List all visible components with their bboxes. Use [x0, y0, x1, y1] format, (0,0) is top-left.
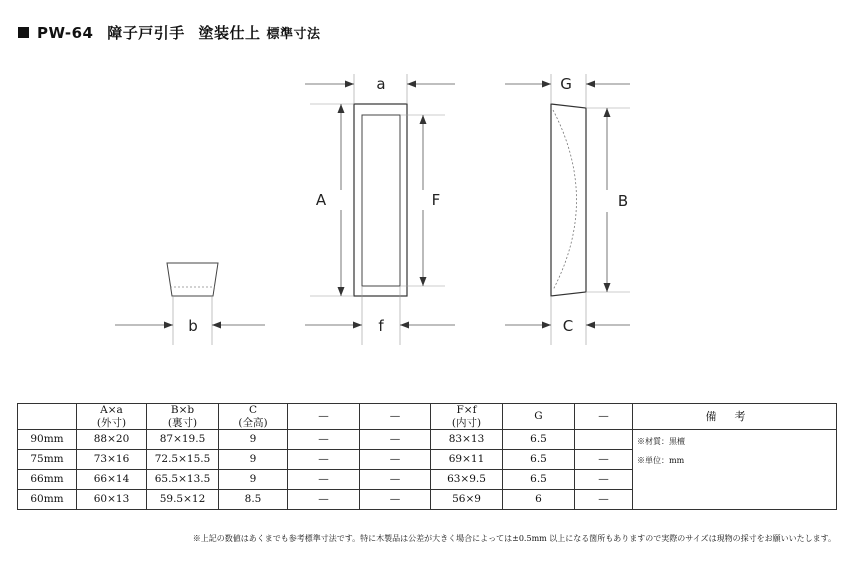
table-cell: 6.5 — [503, 430, 575, 450]
label-G: G — [560, 75, 572, 93]
title-subtitle: 標準寸法 — [266, 27, 321, 42]
label-a: a — [376, 75, 386, 93]
header-cell: A×a (外寸) — [77, 404, 147, 430]
table-cell: — — [288, 470, 360, 490]
table-cell: — — [575, 470, 633, 490]
table-cell: 56×9 — [431, 490, 503, 510]
size-cell: 75mm — [18, 450, 77, 470]
table-cell: 60×13 — [77, 490, 147, 510]
table-cell: — — [360, 450, 431, 470]
table-cell: 6 — [503, 490, 575, 510]
remarks-cell — [633, 430, 837, 510]
header-cell: F×f (内寸) — [431, 404, 503, 430]
header-cell: C (全高) — [219, 404, 288, 430]
table-cell: — — [288, 490, 360, 510]
table-cell: 88×20 — [77, 430, 147, 450]
table-cell: 87×19.5 — [147, 430, 219, 450]
dimension-table — [17, 403, 837, 510]
table-cell: — — [360, 490, 431, 510]
label-C: C — [562, 317, 574, 335]
table-cell: 66×14 — [77, 470, 147, 490]
header-cell — [18, 404, 77, 430]
header-cell: G — [503, 404, 575, 430]
label-A: A — [315, 191, 327, 209]
table-cell: — — [575, 490, 633, 510]
header-cell-remarks: 備考 — [633, 404, 837, 430]
header-cell: — — [575, 404, 633, 430]
product-name: 障子戸引手 — [107, 24, 185, 42]
label-f: f — [378, 317, 384, 335]
table-cell: 83×13 — [431, 430, 503, 450]
product-code: PW-64 — [37, 24, 94, 42]
header-cell: — — [360, 404, 431, 430]
table-cell: 6.5 — [503, 450, 575, 470]
table-cell: — — [288, 450, 360, 470]
header-cell: B×b (裏寸) — [147, 404, 219, 430]
table-cell: — — [575, 450, 633, 470]
label-B: B — [617, 192, 629, 210]
label-b: b — [188, 317, 198, 335]
header-cell: — — [288, 404, 360, 430]
table-cell: 8.5 — [219, 490, 288, 510]
remark-unit: ※単位：mm — [637, 455, 685, 465]
table-cell: 65.5×13.5 — [147, 470, 219, 490]
table-cell: 9 — [219, 450, 288, 470]
table-cell: 9 — [219, 470, 288, 490]
table-cell: — — [360, 430, 431, 450]
table-cell: 69×11 — [431, 450, 503, 470]
remark-material: ※材質：黒檀 — [637, 437, 685, 447]
table-row — [18, 430, 837, 450]
table-cell: 59.5×12 — [147, 490, 219, 510]
product-finish: 塗装仕上 — [198, 24, 261, 42]
table-cell: — — [360, 470, 431, 490]
label-F: F — [431, 191, 441, 209]
size-cell: 90mm — [18, 430, 77, 450]
table-cell: 6.5 — [503, 470, 575, 490]
table-cell: 63×9.5 — [431, 470, 503, 490]
table-cell: — — [288, 430, 360, 450]
footnote: ※上記の数値はあくまでも参考標準寸法です。特に木製品は公差が大きく場合によっては±0.5mm 以上になる箇所もありますので実際のサイズは現物の採寸をお願いいたします。 — [192, 534, 836, 543]
table-cell: 9 — [219, 430, 288, 450]
table-cell: 72.5×15.5 — [147, 450, 219, 470]
table-cell: 73×16 — [77, 450, 147, 470]
size-cell: 66mm — [18, 470, 77, 490]
side-view — [505, 74, 630, 345]
table-cell — [575, 430, 633, 450]
front-view — [305, 74, 455, 345]
table-header-row — [18, 404, 837, 430]
size-cell: 60mm — [18, 490, 77, 510]
